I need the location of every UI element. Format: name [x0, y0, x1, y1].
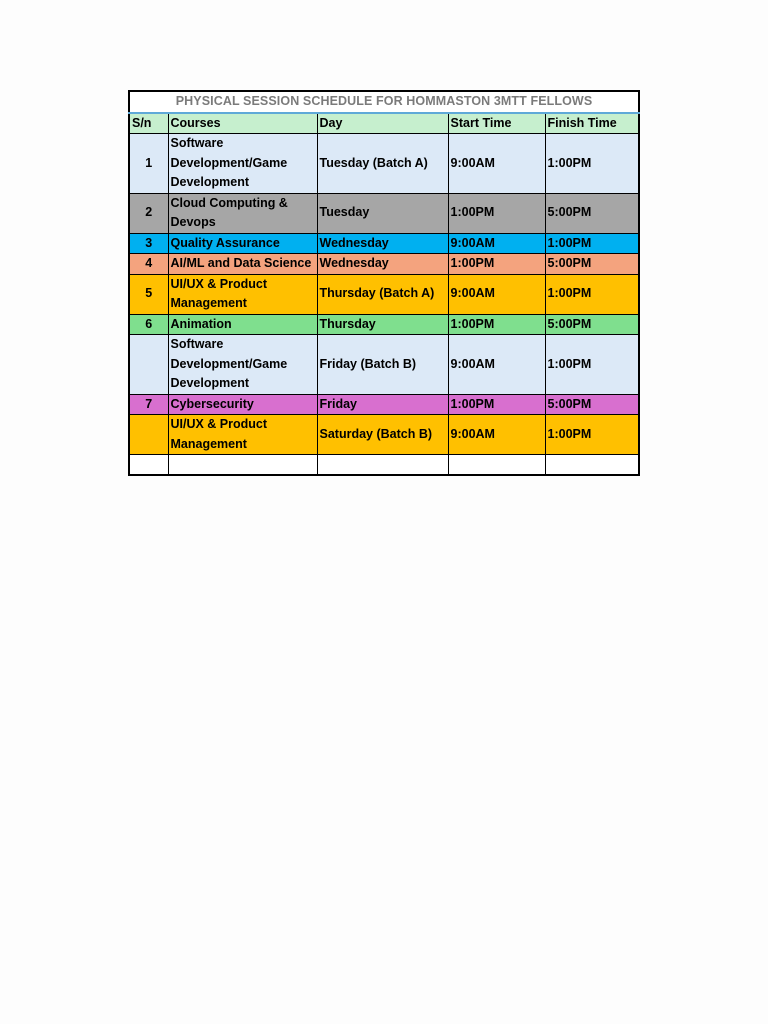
schedule-sheet	[128, 90, 640, 476]
cell-day[interactable]: Thursday	[317, 314, 448, 335]
header-row	[129, 113, 639, 134]
table-row	[129, 134, 639, 194]
cell-finish-time[interactable]: 5:00PM	[545, 314, 639, 335]
table-row	[129, 274, 639, 314]
empty-cell[interactable]	[168, 455, 317, 476]
empty-row	[129, 455, 639, 476]
cell-finish-time[interactable]: 1:00PM	[545, 134, 639, 194]
cell-course[interactable]: Cybersecurity	[168, 394, 317, 415]
cell-sn[interactable]: 2	[129, 193, 168, 233]
cell-sn[interactable]: 6	[129, 314, 168, 335]
cell-course[interactable]: Software Development/Game Development	[168, 134, 317, 194]
cell-finish-time[interactable]: 1:00PM	[545, 233, 639, 254]
table-row	[129, 254, 639, 275]
cell-finish-time[interactable]: 5:00PM	[545, 193, 639, 233]
schedule-title[interactable]: PHYSICAL SESSION SCHEDULE FOR HOMMASTON 3MTT FELLOWS	[129, 91, 639, 113]
cell-course[interactable]: UI/UX & Product Management	[168, 415, 317, 455]
cell-start-time[interactable]: 9:00AM	[448, 134, 545, 194]
cell-day[interactable]: Saturday (Batch B)	[317, 415, 448, 455]
cell-start-time[interactable]: 1:00PM	[448, 314, 545, 335]
cell-day[interactable]: Wednesday	[317, 233, 448, 254]
cell-sn[interactable]	[129, 335, 168, 395]
cell-day[interactable]: Friday (Batch B)	[317, 335, 448, 395]
cell-course[interactable]: UI/UX & Product Management	[168, 274, 317, 314]
cell-day[interactable]: Thursday (Batch A)	[317, 274, 448, 314]
title-row	[129, 91, 639, 113]
cell-course[interactable]: AI/ML and Data Science	[168, 254, 317, 275]
cell-sn[interactable]: 3	[129, 233, 168, 254]
cell-sn[interactable]: 4	[129, 254, 168, 275]
header-day[interactable]: Day	[317, 113, 448, 134]
table-row	[129, 335, 639, 395]
empty-cell[interactable]	[317, 455, 448, 476]
table-row	[129, 314, 639, 335]
table-row	[129, 193, 639, 233]
empty-cell[interactable]	[129, 455, 168, 476]
cell-start-time[interactable]: 9:00AM	[448, 274, 545, 314]
cell-day[interactable]: Friday	[317, 394, 448, 415]
cell-sn[interactable]: 5	[129, 274, 168, 314]
schedule-table	[128, 90, 640, 476]
cell-sn[interactable]: 1	[129, 134, 168, 194]
header-courses[interactable]: Courses	[168, 113, 317, 134]
cell-start-time[interactable]: 1:00PM	[448, 394, 545, 415]
cell-course[interactable]: Cloud Computing & Devops	[168, 193, 317, 233]
cell-sn[interactable]	[129, 415, 168, 455]
header-start-time[interactable]: Start Time	[448, 113, 545, 134]
cell-start-time[interactable]: 9:00AM	[448, 415, 545, 455]
cell-course[interactable]: Software Development/Game Development	[168, 335, 317, 395]
cell-start-time[interactable]: 9:00AM	[448, 335, 545, 395]
cell-start-time[interactable]: 1:00PM	[448, 193, 545, 233]
table-row	[129, 394, 639, 415]
cell-day[interactable]: Tuesday	[317, 193, 448, 233]
cell-finish-time[interactable]: 1:00PM	[545, 415, 639, 455]
cell-sn[interactable]: 7	[129, 394, 168, 415]
cell-day[interactable]: Wednesday	[317, 254, 448, 275]
table-row	[129, 415, 639, 455]
cell-start-time[interactable]: 1:00PM	[448, 254, 545, 275]
cell-course[interactable]: Animation	[168, 314, 317, 335]
cell-start-time[interactable]: 9:00AM	[448, 233, 545, 254]
header-sn[interactable]: S/n	[129, 113, 168, 134]
empty-cell[interactable]	[545, 455, 639, 476]
empty-cell[interactable]	[448, 455, 545, 476]
cell-finish-time[interactable]: 1:00PM	[545, 335, 639, 395]
header-finish-time[interactable]: Finish Time	[545, 113, 639, 134]
table-row	[129, 233, 639, 254]
cell-finish-time[interactable]: 5:00PM	[545, 254, 639, 275]
cell-course[interactable]: Quality Assurance	[168, 233, 317, 254]
cell-finish-time[interactable]: 5:00PM	[545, 394, 639, 415]
cell-finish-time[interactable]: 1:00PM	[545, 274, 639, 314]
cell-day[interactable]: Tuesday (Batch A)	[317, 134, 448, 194]
